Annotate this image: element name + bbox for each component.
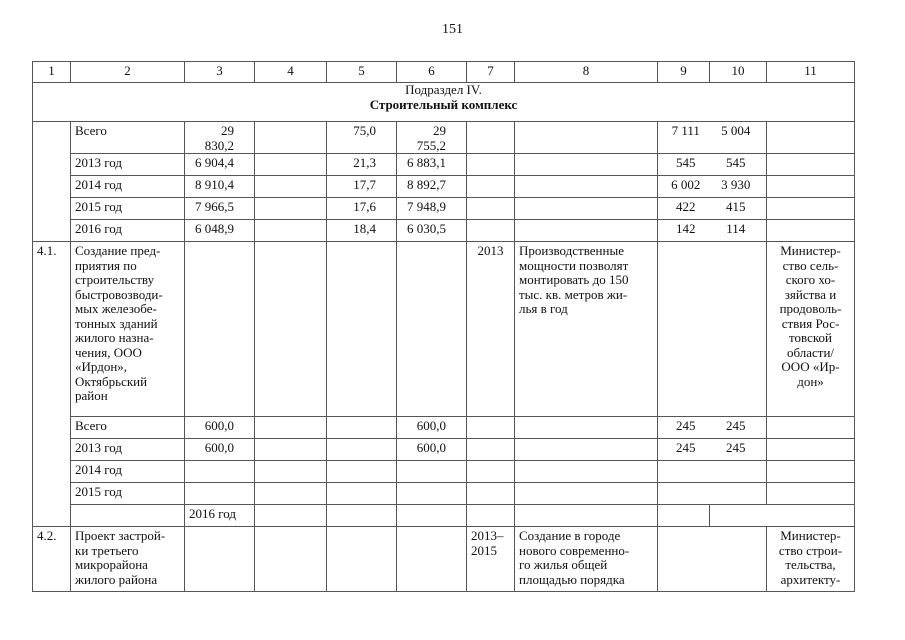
cell-c3: 7 966,5 — [185, 198, 255, 220]
table-row — [33, 154, 855, 176]
row-label: Всего — [71, 417, 185, 439]
cell-c6: 6 030,5 — [397, 220, 467, 242]
cell-c3 — [185, 527, 255, 592]
empty-cell — [33, 122, 71, 242]
cell-c6 — [397, 461, 467, 483]
cell-c8 — [515, 122, 658, 154]
cell-c9 — [710, 505, 767, 527]
cell-c7 — [467, 198, 515, 220]
item-result: Производственные мощности позволят монтировать до 150 тыс. кв. метров жи- лья в год — [515, 242, 658, 417]
cell-c9 — [658, 527, 710, 592]
subsection-line1: Подраздел IV. — [405, 82, 482, 97]
cell-c7 — [467, 122, 515, 154]
cell-c5: 18,4 — [327, 220, 397, 242]
item-year: 2013– 2015 — [467, 527, 515, 592]
cell-c11 — [767, 122, 855, 154]
cell-c9: 245 — [658, 417, 710, 439]
cell-c5 — [327, 242, 397, 417]
cell-c3 — [255, 505, 327, 527]
cell-c8 — [515, 154, 658, 176]
cell-c9: 422 — [658, 198, 710, 220]
table-row — [33, 461, 855, 483]
cell-c7 — [467, 439, 515, 461]
cell-c5: 75,0 — [327, 122, 397, 154]
cell-c7 — [467, 483, 515, 505]
cell-c5 — [327, 439, 397, 461]
item-name: Создание пред- приятия по строительству быстровозводи- мых железобе- тонных зданий жилого назна- чения, ООО «Ирдон», Октябрьский район — [71, 242, 185, 417]
cell-c10 — [767, 505, 855, 527]
cell-c7 — [467, 417, 515, 439]
cell-c4 — [255, 176, 327, 198]
cell-c10 — [710, 483, 767, 505]
cell-c6: 29 755,2 — [397, 122, 467, 154]
row-label: 2014 год — [71, 461, 185, 483]
cell-c4 — [327, 505, 397, 527]
cell-c10 — [710, 527, 767, 592]
cell-c6: 8 892,7 — [397, 176, 467, 198]
cell-c4 — [255, 461, 327, 483]
cell-c7 — [467, 176, 515, 198]
header-cell: 8 — [515, 62, 658, 83]
cell-c9 — [658, 461, 710, 483]
header-cell: 10 — [710, 62, 767, 83]
cell-c7 — [467, 461, 515, 483]
cell-c11 — [767, 198, 855, 220]
cell-c4 — [255, 220, 327, 242]
item-4-2-row — [33, 527, 855, 592]
empty-cell — [71, 505, 185, 527]
cell-c10: 545 — [710, 154, 767, 176]
cell-c4 — [255, 439, 327, 461]
header-cell: 9 — [658, 62, 710, 83]
cell-c8 — [515, 220, 658, 242]
table-row — [33, 505, 855, 527]
table-row — [33, 122, 855, 154]
item-executor: Министер- ство сель- ского хо- зяйства и продоволь- ствия Рос- товской области/ ООО «Ир- дон» — [767, 242, 855, 417]
cell-c11 — [767, 176, 855, 198]
cell-c8 — [658, 505, 710, 527]
cell-c9 — [658, 483, 710, 505]
header-cell: 6 — [397, 62, 467, 83]
cell-c5 — [327, 461, 397, 483]
item-result: Создание в городе нового современно- го жилья общей площадью порядка — [515, 527, 658, 592]
row-label: 2015 год — [71, 483, 185, 505]
cell-c9: 545 — [658, 154, 710, 176]
item-number: 4.1. — [33, 242, 71, 527]
row-label: Всего — [71, 122, 185, 154]
cell-c4 — [255, 417, 327, 439]
header-cell: 1 — [33, 62, 71, 83]
row-label: 2016 год — [71, 220, 185, 242]
header-cell: 5 — [327, 62, 397, 83]
cell-c5: 17,6 — [327, 198, 397, 220]
cell-c11 — [767, 154, 855, 176]
cell-c8 — [515, 417, 658, 439]
cell-c3: 8 910,4 — [185, 176, 255, 198]
item-name: Проект застрой- ки третьего микрорайона жилого района — [71, 527, 185, 592]
item-year: 2013 — [467, 242, 515, 417]
cell-c7 — [515, 505, 658, 527]
cell-c3 — [185, 242, 255, 417]
subsection-title — [33, 83, 855, 122]
cell-c10: 3 930 — [710, 176, 767, 198]
subsection-row — [33, 83, 855, 122]
cell-c6: 600,0 — [397, 417, 467, 439]
table-row — [33, 417, 855, 439]
cell-c6: 7 948,9 — [397, 198, 467, 220]
cell-c10 — [710, 461, 767, 483]
cell-c3 — [185, 461, 255, 483]
subsection-line2: Строительный комплекс — [369, 96, 518, 112]
cell-c3: 6 048,9 — [185, 220, 255, 242]
cell-c8 — [515, 483, 658, 505]
header-cell: 4 — [255, 62, 327, 83]
table-row — [33, 198, 855, 220]
cell-c4 — [255, 483, 327, 505]
row-label: 2015 год — [71, 198, 185, 220]
cell-c5: 21,3 — [327, 154, 397, 176]
table-row — [33, 483, 855, 505]
cell-c6 — [467, 505, 515, 527]
cell-c8 — [515, 439, 658, 461]
cell-c11 — [767, 439, 855, 461]
column-number-header — [33, 62, 855, 83]
item-4-1-row — [33, 242, 855, 417]
cell-c6 — [397, 242, 467, 417]
row-label: 2013 год — [71, 439, 185, 461]
cell-c10: 114 — [710, 220, 767, 242]
cell-c11 — [767, 220, 855, 242]
table-row — [33, 220, 855, 242]
cell-c8 — [515, 176, 658, 198]
cell-c4 — [255, 198, 327, 220]
page-number: 151 — [442, 22, 463, 37]
cell-c4 — [255, 122, 327, 154]
cell-c9: 142 — [658, 220, 710, 242]
cell-c8 — [515, 198, 658, 220]
cell-c4 — [255, 154, 327, 176]
cell-c3: 600,0 — [185, 417, 255, 439]
cell-c5 — [327, 527, 397, 592]
cell-c10 — [710, 242, 767, 417]
cell-c3: 600,0 — [185, 439, 255, 461]
cell-c10: 5 004 — [710, 122, 767, 154]
cell-c10: 245 — [710, 417, 767, 439]
row-label: 2013 год — [71, 154, 185, 176]
item-executor: Министер- ство строи- тельства, архитекту- — [767, 527, 855, 592]
header-cell: 2 — [71, 62, 185, 83]
cell-c6: 6 883,1 — [397, 154, 467, 176]
cell-c4 — [255, 527, 327, 592]
cell-c11 — [767, 417, 855, 439]
cell-c10: 415 — [710, 198, 767, 220]
row-label: 2016 год — [185, 505, 255, 527]
cell-c3: 29 830,2 — [185, 122, 255, 154]
header-cell: 3 — [185, 62, 255, 83]
header-cell: 11 — [767, 62, 855, 83]
cell-c7 — [467, 220, 515, 242]
program-table — [32, 61, 855, 592]
cell-c11 — [767, 461, 855, 483]
item-number: 4.2. — [33, 527, 71, 592]
cell-c8 — [515, 461, 658, 483]
cell-c9: 6 002 — [658, 176, 710, 198]
cell-c4 — [255, 242, 327, 417]
cell-c10: 245 — [710, 439, 767, 461]
cell-c9 — [658, 242, 710, 417]
cell-c5: 17,7 — [327, 176, 397, 198]
cell-c11 — [767, 483, 855, 505]
cell-c9: 245 — [658, 439, 710, 461]
cell-c6: 600,0 — [397, 439, 467, 461]
cell-c6 — [397, 483, 467, 505]
cell-c5 — [327, 483, 397, 505]
cell-c6 — [397, 527, 467, 592]
cell-c5 — [397, 505, 467, 527]
cell-c3: 6 904,4 — [185, 154, 255, 176]
cell-c5 — [327, 417, 397, 439]
cell-c3 — [185, 483, 255, 505]
header-cell: 7 — [467, 62, 515, 83]
row-label: 2014 год — [71, 176, 185, 198]
table-row — [33, 439, 855, 461]
table-row — [33, 176, 855, 198]
cell-c9: 7 111 — [658, 122, 710, 154]
cell-c7 — [467, 154, 515, 176]
